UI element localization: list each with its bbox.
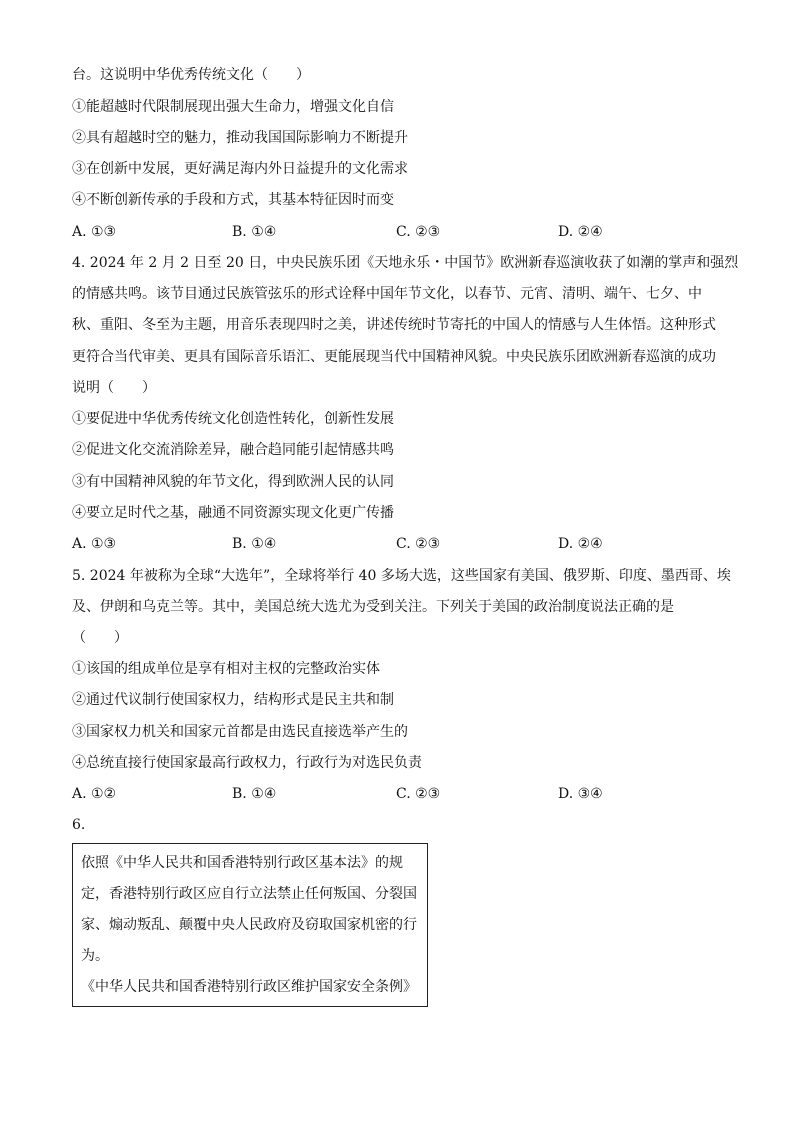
q4-item-2: ②促进文化交流消除差异，融合趋同能引起情感共鸣 [72,442,394,458]
q4-option-b[interactable]: B. ①④ [232,536,277,552]
q5-stem-line-1: 5. 2024 年被称为全球“大选年”，全球将举行 40 多场大选，这些国家有美国、俄罗斯、印度、墨西哥、埃 [72,568,731,584]
q5-stem-line-2: 及、伊朗和乌克兰等。其中，美国总统大选尤为受到关注。下列关于美国的政治制度说法正确的是 [72,599,674,615]
q3-options [72,222,722,242]
q3-item-1: ①能超越时代限制展现出强大生命力，增强文化自信 [72,99,394,115]
q5-item-1: ①该国的组成单位是享有相对主权的完整政治实体 [72,661,380,677]
q3-item-4: ④不断创新传承的手段和方式，其基本特征因时而变 [72,192,394,208]
q3-option-a[interactable]: A. ①③ [72,224,117,240]
q4-item-1: ①要促进中华优秀传统文化创造性转化，创新性发展 [72,411,394,427]
q3-stem-tail: 台。这说明中华优秀传统文化（ ） [72,67,310,83]
q4-stem-line-5: 说明（ ） [72,380,156,396]
q3-option-c[interactable]: C. ②③ [396,224,441,240]
q3-option-d[interactable]: D. ②④ [558,224,603,240]
q5-options [72,784,722,804]
q4-stem-line-1: 4. 2024 年 2 月 2 日至 20 日，中央民族乐团《天地永乐・中国节》欧洲新春巡演收获了如潮的掌声和强烈 [72,255,739,271]
q4-stem-line-4: 更符合当代审美、更具有国际音乐语汇、更能展现当代中国精神风貌。中央民族乐团欧洲新春巡演的成功 [72,349,716,365]
q4-stem-line-3: 秋、重阳、冬至为主题，用音乐表现四时之美，讲述传统时节寄托的中国人的情感与人生体悟。这种形式 [72,317,716,333]
q4-options [72,534,722,554]
q6-material-box [72,843,428,1007]
q6-box-line-2: 定，香港特别行政区应自行立法禁止任何叛国、分裂国 [81,886,417,902]
q3-item-2: ②具有超越时空的魅力，推动我国国际影响力不断提升 [72,130,408,146]
q4-option-d[interactable]: D. ②④ [558,536,603,552]
q6-box-line-5: 《中华人民共和国香港特别行政区维护国家安全条例》 [81,979,417,995]
q4-item-4: ④要立足时代之基，融通不同资源实现文化更广传播 [72,505,394,521]
q3-item-3: ③在创新中发展，更好满足海内外日益提升的文化需求 [72,161,408,177]
q5-item-2: ②通过代议制行使国家权力，结构形式是民主共和制 [72,692,394,708]
q4-option-a[interactable]: A. ①③ [72,536,117,552]
q4-stem-line-2: 的情感共鸣。该节目通过民族管弦乐的形式诠释中国年节文化，以春节、元宵、清明、端午、七夕、中 [72,286,702,302]
q4-option-c[interactable]: C. ②③ [396,536,441,552]
q6-box-line-3: 家、煽动叛乱、颠覆中央人民政府及窃取国家机密的行 [81,917,417,933]
q3-option-b[interactable]: B. ①④ [232,224,277,240]
q5-option-c[interactable]: C. ②③ [396,786,441,802]
q5-item-3: ③国家权力机关和国家元首都是由选民直接选举产生的 [72,724,408,740]
q6-box-line-4: 为。 [81,948,109,964]
q6-box-line-1: 依照《中华人民共和国香港特别行政区基本法》的规 [81,855,403,871]
q5-stem-line-3: （ ） [72,630,128,646]
q5-item-4: ④总统直接行使国家最高行政权力，行政行为对选民负责 [72,755,422,771]
q4-item-3: ③有中国精神风貌的年节文化，得到欧洲人民的认同 [72,474,394,490]
q6-number: 6. [72,817,86,833]
q5-option-d[interactable]: D. ③④ [558,786,603,802]
q5-option-a[interactable]: A. ①② [72,786,117,802]
q5-option-b[interactable]: B. ①④ [232,786,277,802]
